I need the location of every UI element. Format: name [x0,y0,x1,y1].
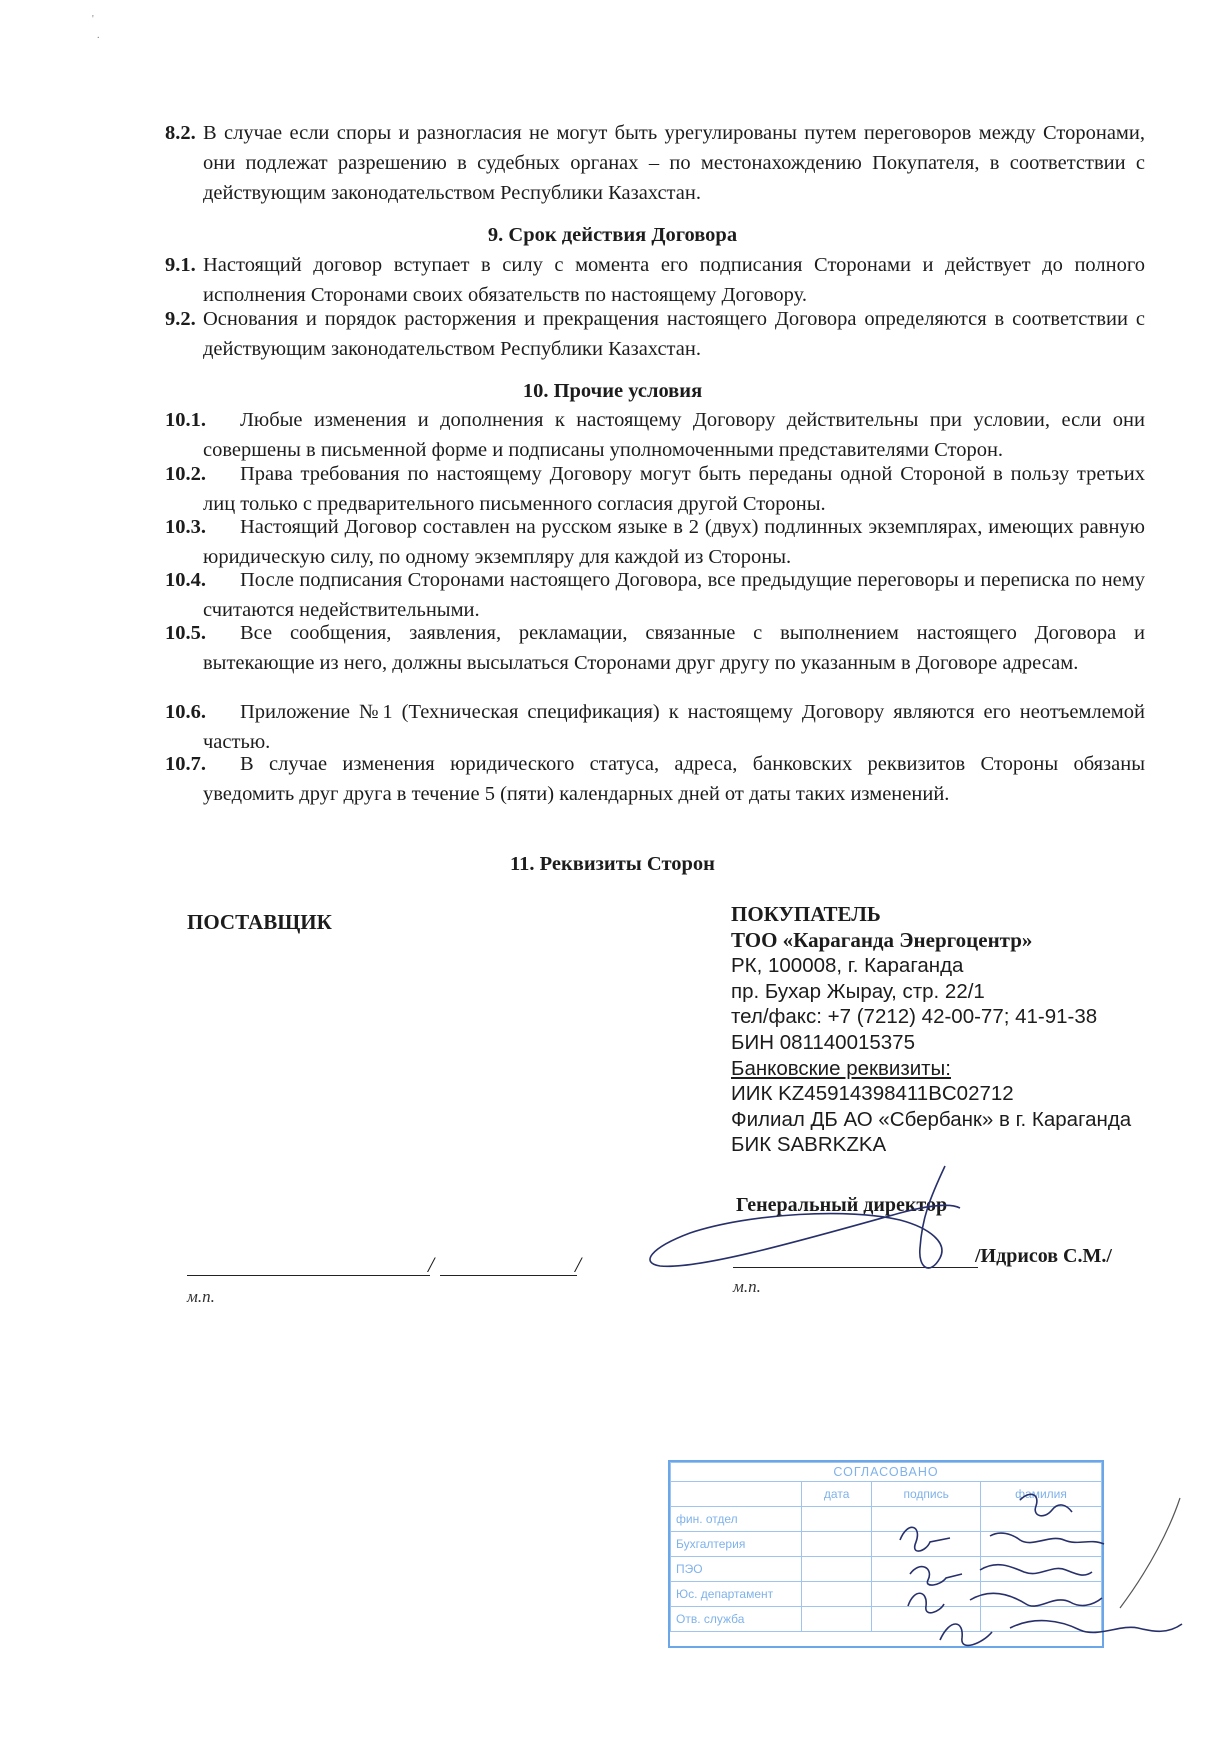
buyer-label: ПОКУПАТЕЛЬ [731,902,881,926]
buyer-phone: тел/факс: +7 (7212) 42-00-77; 41-91-38 [731,1005,1098,1029]
stamp-col-signature: подпись [872,1482,981,1507]
clause-text: Любые изменения и дополнения к настоящему Договору действительны при условии, если они совершены в письменной форме и подписаны уполномоченными представителями Сторон. [203,409,1145,461]
buyer-details [731,902,1131,1158]
stamp-row-label: фин. отдел [671,1507,802,1532]
slash-separator: / [428,1252,435,1277]
slash-separator: / [575,1252,582,1277]
scan-dot: ' [92,14,94,25]
clause-9-1 [165,250,1145,310]
clause-10-1 [165,405,1145,465]
clause-10-7 [165,749,1145,809]
clause-text: Все сообщения, заявления, рекламации, связанные с выполнением настоящего Договора и вытекающие из него, должны высылаться Сторонами друг другу по указанным в Договоре адресам. [203,622,1145,674]
stamp-row-label: Юс. департамент [671,1582,802,1607]
clause-10-3 [165,512,1145,572]
clause-8-2 [165,118,1145,208]
stamp-col-date: дата [802,1482,872,1507]
clause-text: В случае если споры и разногласия не могут быть урегулированы путем переговоров между Сторонами, они подлежат разрешению в судебных органах – по местонахождению Покупателя, в соответствии с действующим законодательством Республики Казахстан. [203,122,1145,204]
clause-text: После подписания Сторонами настоящего Договора, все предыдущие переговоры и переписка по нему считаются недействительными. [203,569,1145,621]
buyer-bik: БИК SABRKZKA [731,1133,887,1157]
stamp-header-blank [671,1482,802,1507]
section-10-title: 10. Прочие условия [522,380,703,402]
clause-number: 10.7. [165,753,206,775]
director-signature [630,1158,970,1278]
clause-text: Настоящий Договор составлен на русском языке в 2 (двух) подлинных экземплярах, имеющих равную юридическую силу, по одному экземпляру для каждой из Стороны. [203,516,1145,568]
clause-text: Настоящий договор вступает в силу с момента его подписания Сторонами и действует до полного исполнения Сторонами своих обязательств по настоящему Договору. [203,254,1145,306]
clause-text: Приложение №1 (Техническая спецификация) к настоящему Договору являются его неотъемлемой частью. [203,701,1145,753]
stamp-row-label: Бухгалтерия [671,1532,802,1557]
supplier-signature-line [187,1275,430,1276]
clause-10-2 [165,459,1145,519]
section-9-title: 9. Срок действия Договора [487,224,738,246]
clause-9-2 [165,304,1145,364]
buyer-seal-mark: м.п. [733,1277,761,1296]
buyer-company: ТОО «Караганда Энергоцентр» [731,927,1033,952]
clause-number: 10.4. [165,569,206,591]
supplier-name-line [440,1275,577,1276]
buyer-address-2: пр. Бухар Жырау, стр. 22/1 [731,979,985,1003]
clause-10-5 [165,618,1145,678]
clause-number: 10.1. [165,409,206,431]
section-11-title: 11. Реквизиты Сторон [510,853,715,875]
clause-number: 8.2. [165,122,196,144]
stamp-row-label: ПЭО [671,1557,802,1582]
approval-signatures [880,1478,1210,1648]
stamp-title: СОГЛАСОВАНО [671,1463,1102,1482]
clause-text: Права требования по настоящему Договору могут быть переданы одной Стороной в пользу третьих лиц только с предварительного письменного согласия другой Стороны. [203,463,1145,515]
buyer-iik: ИИК KZ45914398411BC02712 [731,1082,1014,1106]
buyer-signer: /Идрисов С.М./ [975,1245,1112,1267]
clause-text: Основания и порядок расторжения и прекращения настоящего Договора определяются в соответствии с действующим законодательством Республики Казахстан. [203,308,1145,360]
buyer-position: Генеральный директор [736,1194,948,1216]
buyer-bin: БИН 081140015375 [731,1030,915,1054]
clause-number: 10.2. [165,463,206,485]
buyer-address-1: РК, 100008, г. Караганда [731,954,964,978]
buyer-bank-title: Банковские реквизиты: [731,1056,951,1080]
buyer-bank: Филиал ДБ АО «Сбербанк» в г. Караганда [731,1107,1132,1131]
supplier-seal-mark: м.п. [187,1287,215,1306]
clause-number: 10.3. [165,516,206,538]
supplier-label: ПОСТАВЩИК [187,910,332,934]
clause-number: 10.5. [165,622,206,644]
scan-dot: . [97,30,100,41]
clause-text: В случае изменения юридического статуса, адреса, банковских реквизитов Стороны обязаны уведомить друг друга в течение 5 (пяти) календарных дней от даты таких изменений. [203,753,1145,805]
stamp-col-name: фамилия [981,1482,1102,1507]
clause-number: 9.2. [165,308,196,330]
clause-number: 10.6. [165,701,206,723]
clause-10-4 [165,565,1145,625]
clause-number: 9.1. [165,254,196,276]
clause-10-6 [165,697,1145,757]
stamp-row-label: Отв. служба [671,1607,802,1632]
